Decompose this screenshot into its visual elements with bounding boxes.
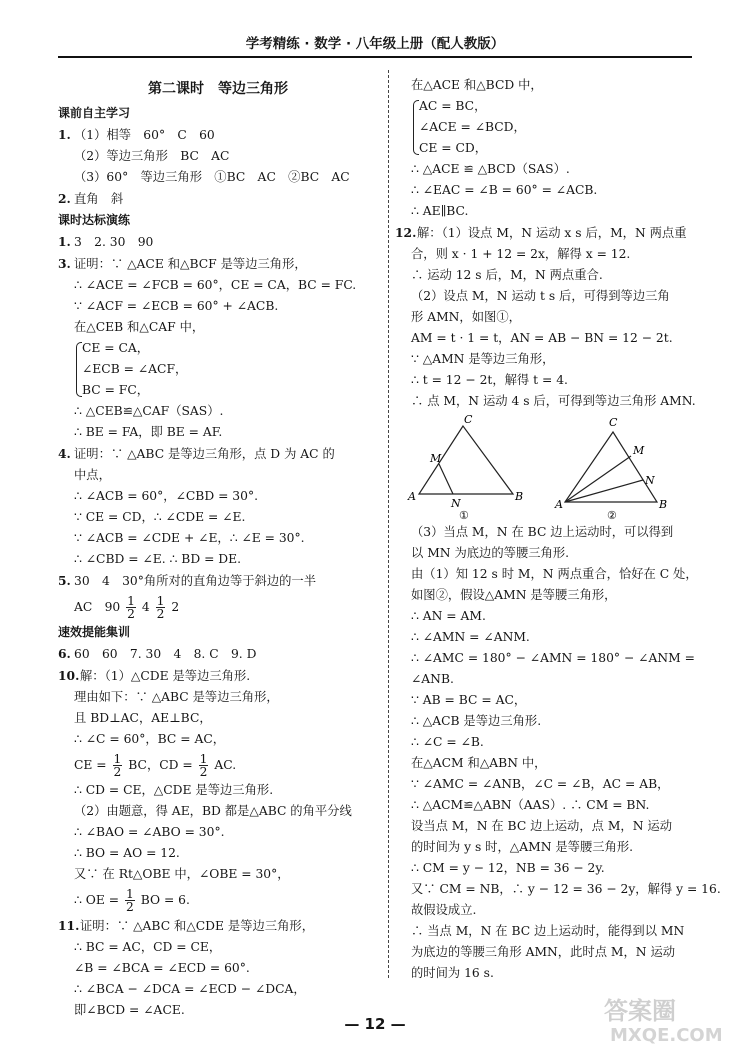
answer-text: ∴ △ACM≌△ABN（AAS）. ∴ CM = BN. — [411, 798, 650, 812]
label-n: N — [645, 474, 655, 487]
answer-line — [58, 729, 378, 750]
answer-text: 解：（1）设点 M，N 运动 x s 后，M，N 两点重 — [417, 226, 687, 240]
answer-text: ∴ ∠AMC = 180° − ∠AMN = 180° − ∠ANM = — [411, 651, 695, 665]
answer-text: （2）设点 M，N 运动 t s 后，可得到等边三角 — [411, 289, 670, 303]
practice-answers-a — [58, 231, 378, 338]
question-number: 1. — [58, 127, 71, 142]
answer-text: 以 MN 为底边的等腰三角形. — [411, 546, 570, 560]
answer-text: 的时间为 16 s. — [411, 966, 494, 980]
answer-line — [395, 201, 695, 222]
answer-line — [395, 370, 695, 391]
watermark-logo — [600, 993, 740, 1045]
q11-continued — [395, 75, 695, 96]
page-number: — 12 — — [344, 1015, 406, 1033]
label-m: M — [430, 452, 442, 465]
label-b: B — [515, 490, 524, 503]
answer-text: ∵ △AMN 是等边三角形， — [411, 352, 555, 366]
answer-line — [58, 443, 378, 465]
prestudy-answers — [58, 124, 378, 210]
brace-lines — [419, 96, 695, 159]
section-title-practice: 课时达标演练 — [58, 213, 131, 227]
answer-text: ∵ ∠ACF = ∠ECB = 60° + ∠ACB. — [74, 299, 279, 313]
question-number: 6. — [58, 646, 71, 661]
label-c: C — [464, 414, 473, 426]
answer-line — [58, 146, 378, 167]
answer-line — [58, 486, 378, 507]
lesson-title: 第二课时 等边三角形 — [148, 81, 288, 97]
svg-text:MXQE.COM: MXQE.COM — [610, 1025, 723, 1045]
caption-2: ② — [607, 509, 617, 522]
answer-text: 理由如下：∵ △ABC 是等边三角形， — [74, 690, 279, 704]
answer-line — [395, 265, 695, 286]
caption-1: ① — [459, 509, 469, 522]
answer-text: ∴ ∠ACE = ∠FCB = 60°，CE = CA，BC = FC. — [74, 278, 357, 292]
answer-text: 的时间为 y s 时，△AMN 是等腰三角形. — [411, 840, 634, 854]
answer-text: 由（1）知 12 s 时 M，N 两点重合，恰好在 C 处， — [411, 567, 698, 581]
answer-line — [395, 522, 695, 543]
answer-text: 3 2. 30 90 — [74, 235, 154, 249]
q10-cd: BC，CD = — [128, 758, 193, 772]
label-a: A — [408, 490, 416, 503]
answer-text: ∴ 当点 M，N 在 BC 边上运动时，能得到以 MN — [411, 924, 685, 938]
answer-line: CE = CA， — [82, 341, 150, 355]
answer-line — [395, 391, 695, 412]
answer-line — [58, 958, 378, 979]
answer-text: 在△ACE 和△BCD 中， — [411, 78, 543, 92]
answer-line — [58, 465, 378, 486]
answer-text: ∴ ∠ACB = 60°，∠CBD = 30°. — [74, 489, 259, 503]
answer-line — [395, 837, 695, 858]
answer-line — [58, 528, 378, 549]
answer-text: 30 4 30°角所对的直角边等于斜边的一半 — [74, 574, 317, 588]
answer-text: ∵ ∠AMC = ∠ANB，∠C = ∠B，AC = AB， — [411, 777, 670, 791]
answer-line — [395, 900, 695, 921]
question-number: 1. — [58, 234, 71, 249]
answer-text: （2）等边三角形 BC AC — [74, 149, 230, 163]
answer-text: ∴ CD = CE，△CDE 是等边三角形. — [74, 783, 274, 797]
answer-line — [58, 843, 378, 864]
fraction-half: $\frac{1}{2}$ — [127, 594, 135, 621]
answer-text: ∠ANB. — [411, 672, 454, 686]
answer-text: （3）60° 等边三角形 ①BC AC ②BC AC — [74, 170, 350, 184]
fraction-half: $\frac{1}{2}$ — [156, 594, 165, 621]
answer-line — [58, 253, 378, 275]
answer-line — [58, 708, 378, 729]
answer-line — [58, 864, 378, 885]
figures — [395, 414, 695, 522]
answer-text: ∴ ∠EAC = ∠B = 60° = ∠ACB. — [411, 183, 598, 197]
answer-text: ∴ AN = AM. — [411, 609, 486, 623]
answer-line — [395, 774, 695, 795]
question-number: 12. — [395, 225, 417, 240]
answer-line — [395, 159, 695, 180]
answer-line — [395, 732, 695, 753]
answer-line — [58, 401, 378, 422]
answer-line — [395, 858, 695, 879]
answer-text: （2）由题意，得 AE，BD 都是△ABC 的角平分线 — [74, 804, 352, 818]
system-brace-cea — [74, 338, 378, 401]
answer-line — [58, 167, 378, 188]
answer-line — [58, 822, 378, 843]
answer-text: 形 AMN，如图①， — [411, 310, 521, 324]
answer-text: ∴ CM = y − 12，NB = 36 − 2y. — [411, 861, 605, 875]
answer-line — [395, 795, 695, 816]
answer-text: 中点， — [74, 468, 111, 482]
answer-text: 解：（1）△CDE 是等边三角形. — [80, 669, 251, 683]
question-number: 10. — [58, 668, 80, 683]
answer-text: 合，则 x · 1 + 12 = 2x，解得 x = 12. — [411, 247, 631, 261]
boost-answers-c — [58, 915, 378, 1021]
practice-answers-b — [58, 401, 378, 592]
q5-fraction-line — [58, 592, 378, 622]
q5-mid: 4 — [141, 600, 150, 614]
answer-line — [58, 780, 378, 801]
answer-line — [395, 816, 695, 837]
label-m: M — [633, 444, 645, 457]
answer-text: ∴ BO = AO = 12. — [74, 846, 180, 860]
triangle-figures — [395, 414, 695, 522]
answer-text: ∴ 运动 12 s 后，M，N 两点重合. — [411, 268, 603, 282]
answer-text: 如图②，假设△AMN 是等腰三角形， — [411, 588, 617, 602]
answer-line — [58, 507, 378, 528]
answer-line — [395, 75, 695, 96]
answer-line — [395, 286, 695, 307]
answer-line — [395, 244, 695, 265]
answer-line — [395, 921, 695, 942]
answer-text: ∴ ∠C = ∠B. — [411, 735, 484, 749]
right-column — [395, 75, 721, 984]
q10-ce: CE = — [74, 758, 107, 772]
answer-text: 证明：∵ △ABC 是等边三角形，点 D 为 AC 的 — [74, 447, 335, 461]
segment-am — [565, 456, 631, 502]
answer-line — [395, 564, 698, 585]
answer-text: 又∵ 在 Rt△OBE 中，∠OBE = 30°， — [74, 867, 290, 881]
answer-text: 在△ACM 和△ABN 中， — [411, 756, 547, 770]
answer-line — [58, 687, 378, 708]
q10-oe: ∴ OE = — [74, 893, 120, 907]
answer-text: （3）当点 M，N 在 BC 边上运动时，可以得到 — [411, 525, 674, 539]
answer-line — [58, 915, 378, 937]
question-number: 5. — [58, 573, 71, 588]
question-number: 4. — [58, 446, 71, 461]
answer-line — [58, 801, 378, 822]
fraction-half: $\frac{1}{2}$ — [125, 887, 134, 914]
answer-line — [395, 222, 695, 244]
answer-text: ∴ ∠BCA − ∠DCA = ∠ECD − ∠DCA， — [74, 982, 306, 996]
answer-line — [395, 753, 695, 774]
answer-text: 直角 斜 — [74, 192, 124, 206]
label-c: C — [609, 416, 618, 429]
label-a: A — [555, 498, 563, 511]
answer-line — [58, 231, 378, 253]
brace-lines — [82, 338, 378, 401]
answer-text: ∵ ∠ACB = ∠CDE + ∠E，∴ ∠E = 30°. — [74, 531, 305, 545]
answer-line — [395, 879, 721, 900]
answer-line — [395, 606, 695, 627]
answer-line: BC = FC， — [82, 383, 150, 397]
answer-line — [58, 549, 378, 570]
answer-text: （1）相等 60° C 60 — [74, 128, 215, 142]
q5-prefix: AC 90 — [74, 600, 121, 614]
answer-line — [395, 585, 695, 606]
left-column — [58, 75, 378, 1021]
q12-part1-2 — [395, 159, 695, 412]
answer-text: 且 BD⊥AC，AE⊥BC， — [74, 711, 212, 725]
answer-text: 又∵ CM = NB，∴ y − 12 = 36 − 2y，解得 y = 16. — [411, 882, 721, 896]
answer-line — [58, 124, 378, 146]
answer-text: ∴ BE = FA，即 BE = AF. — [74, 425, 223, 439]
answer-line — [395, 543, 695, 564]
answer-text: 证明：∵ △ABC 和△CDE 是等边三角形， — [80, 919, 315, 933]
section-title-prestudy: 课前自主学习 — [58, 106, 131, 120]
answer-line — [58, 296, 378, 317]
answer-line — [395, 307, 695, 328]
header-rule — [58, 56, 692, 58]
section-title-boost: 速效提能集训 — [58, 625, 131, 639]
boost-answers-b — [58, 780, 378, 885]
answer-line — [58, 275, 378, 296]
column-divider — [388, 70, 389, 978]
figure-1 — [407, 414, 523, 522]
question-number: 2. — [58, 191, 71, 206]
svg-text:答案圈: 答案圈 — [604, 997, 676, 1025]
answer-line — [58, 979, 378, 1000]
q5-end: 2 — [171, 600, 180, 614]
answer-text: ∴ △ACB 是等边三角形. — [411, 714, 542, 728]
answer-line — [58, 937, 378, 958]
answer-text: 即∠BCD = ∠ACE. — [74, 1003, 185, 1017]
answer-line — [395, 942, 695, 963]
answer-text: ∴ ∠AMN = ∠ANM. — [411, 630, 530, 644]
answer-text: ∴ △CEB≌△CAF（SAS）. — [74, 404, 224, 418]
answer-line — [395, 349, 695, 370]
answer-line — [58, 643, 378, 665]
q10-bo: BO = 6. — [140, 893, 190, 907]
answer-line — [58, 422, 378, 443]
fraction-half: $\frac{1}{2}$ — [113, 752, 122, 779]
question-number: 3. — [58, 256, 71, 271]
q10-oe-line — [58, 885, 378, 915]
answer-text: 证明：∵ △ACE 和△BCF 是等边三角形， — [74, 257, 307, 271]
system-brace-ace — [411, 96, 695, 159]
answer-text: 为底边的等腰三角形 AMN，此时点 M，N 运动 — [411, 945, 676, 959]
answer-text: ∴ BC = AC，CD = CE， — [74, 940, 222, 954]
answer-line — [58, 665, 378, 687]
answer-text: ∴ t = 12 − 2t，解得 t = 4. — [411, 373, 568, 387]
answer-line — [395, 669, 695, 690]
segment-mn — [439, 464, 453, 494]
answer-text: ∴ △ACE ≌ △BCD（SAS）. — [411, 162, 570, 176]
question-number: 11. — [58, 918, 80, 933]
answer-line — [58, 570, 378, 592]
figure-2 — [554, 416, 667, 522]
answer-text: AM = t · 1 = t，AN = AB − BN = 12 − 2t. — [411, 331, 673, 345]
label-n: N — [451, 497, 461, 510]
answer-line — [395, 711, 695, 732]
triangle-abc-2 — [565, 432, 657, 502]
answer-line — [395, 627, 695, 648]
fraction-half: $\frac{1}{2}$ — [199, 752, 208, 779]
answer-text: 在△CEB 和△CAF 中， — [74, 320, 205, 334]
answer-line: ∠ACE = ∠BCD， — [419, 120, 526, 134]
answer-text: ∵ AB = BC = AC， — [411, 693, 527, 707]
answer-line — [58, 188, 378, 210]
answer-line: AC = BC， — [419, 99, 487, 113]
answer-text: 设当点 M，N 在 BC 边上运动，点 M，N 运动 — [411, 819, 672, 833]
answer-text: ∵ CE = CD，∴ ∠CDE = ∠E. — [74, 510, 246, 524]
answer-text: ∴ ∠CBD = ∠E. ∴ BD = DE. — [74, 552, 242, 566]
answer-text: ∴ ∠BAO = ∠ABO = 30°. — [74, 825, 225, 839]
answer-line — [395, 328, 695, 349]
q10-ac: AC. — [214, 758, 237, 772]
answer-line — [58, 317, 378, 338]
answer-text: ∴ ∠C = 60°，BC = AC， — [74, 732, 226, 746]
boost-answers-a — [58, 643, 378, 750]
running-header: 学考精练 · 数学 · 八年级上册（配人教版） — [245, 36, 505, 52]
answer-line: CE = CD， — [419, 141, 488, 155]
q10-fraction-line — [58, 750, 378, 780]
answer-line — [395, 180, 695, 201]
answer-line — [395, 690, 695, 711]
answer-text: 60 60 7. 30 4 8. C 9. D — [74, 647, 257, 661]
label-b: B — [659, 498, 668, 511]
answer-line — [395, 963, 695, 984]
segment-an — [565, 480, 643, 502]
answer-text: ∴ 点 M，N 运动 4 s 后，可得到等边三角形 AMN. — [411, 394, 696, 408]
answer-text: ∴ AE∥BC. — [411, 204, 469, 218]
q12-part3 — [395, 522, 721, 984]
answer-line: ∠ECB = ∠ACF， — [82, 362, 188, 376]
answer-text: 故假设成立. — [411, 903, 477, 917]
answer-text: ∠B = ∠BCA = ∠ECD = 60°. — [74, 961, 250, 975]
answer-line — [395, 648, 695, 669]
